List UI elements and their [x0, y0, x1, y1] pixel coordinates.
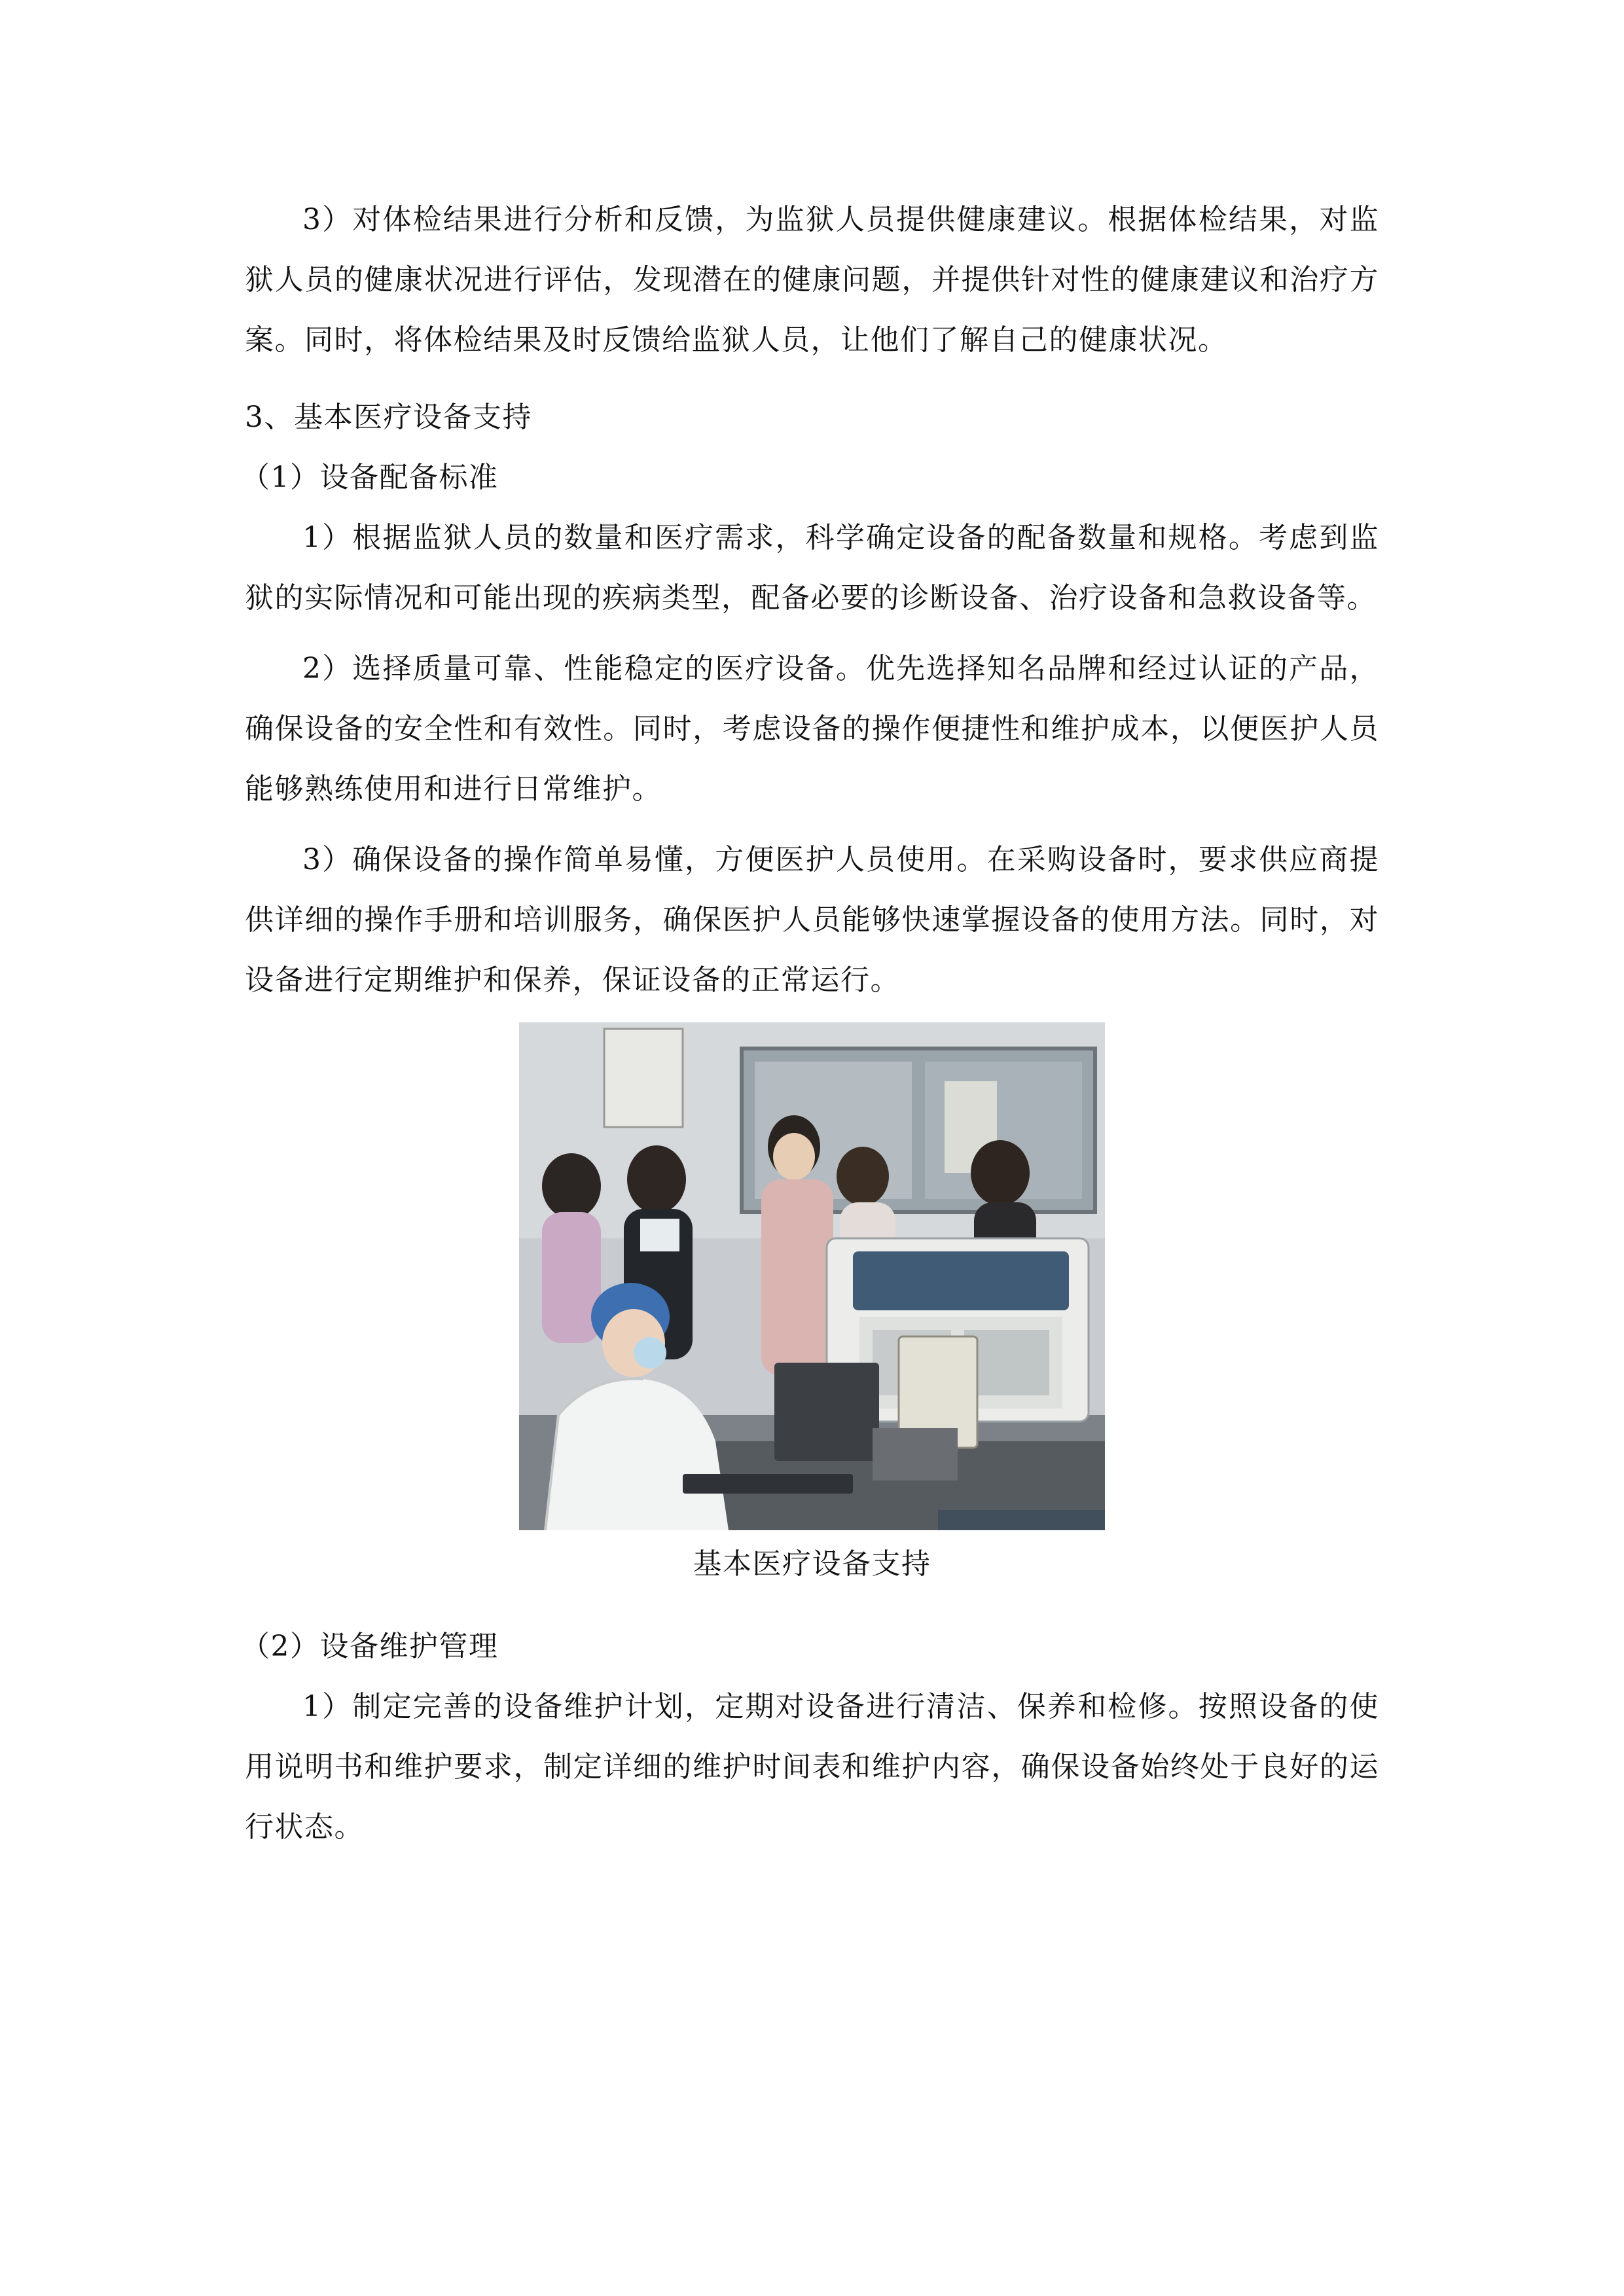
medical-lab-photo — [519, 1022, 1105, 1530]
paragraph-equipment-item-1: 1）根据监狱人员的数量和医疗需求，科学确定设备的配备数量和规格。考虑到监狱的实际情况和可能出现的疾病类型，配备必要的诊断设备、治疗设备和急救设备等。 — [245, 521, 1379, 615]
paragraph-equipment-item-3: 3）确保设备的操作简单易懂，方便医护人员使用。在采购设备时，要求供应商提供详细的操作手册和培训服务，确保医护人员能够快速掌握设备的使用方法。同时，对设备进行定期维护和保养，保证设备的正常运行。 — [245, 843, 1379, 997]
figure-caption: 基本医疗设备支持 — [693, 1547, 931, 1581]
document-body — [241, 190, 1379, 1857]
section-heading: 3、基本医疗设备支持 — [245, 401, 532, 434]
medical-lab-photo-illustration — [519, 1022, 1105, 1530]
subsection-title-equipment-standard: （1）设备配备标准 — [241, 461, 499, 494]
figure — [245, 1022, 1379, 1594]
subsection-title-maintenance: （2）设备维护管理 — [241, 1630, 499, 1663]
paragraph-maintenance-item-1: 1）制定完善的设备维护计划，定期对设备进行清洁、保养和检修。按照设备的使用说明书和维护要求，制定详细的维护时间表和维护内容，确保设备始终处于良好的运行状态。 — [245, 1690, 1379, 1844]
paragraph-health-feedback: 3）对体检结果进行分析和反馈，为监狱人员提供健康建议。根据体检结果，对监狱人员的健康状况进行评估，发现潜在的健康问题，并提供针对性的健康建议和治疗方案。同时，将体检结果及时反馈给监狱人员，让他们了解自己的健康状况。 — [245, 203, 1379, 357]
paragraph-equipment-item-2: 2）选择质量可靠、性能稳定的医疗设备。优先选择知名品牌和经过认证的产品，确保设备的安全性和有效性。同时，考虑设备的操作便捷性和维护成本，以便医护人员能够熟练使用和进行日常维护。 — [245, 652, 1379, 806]
